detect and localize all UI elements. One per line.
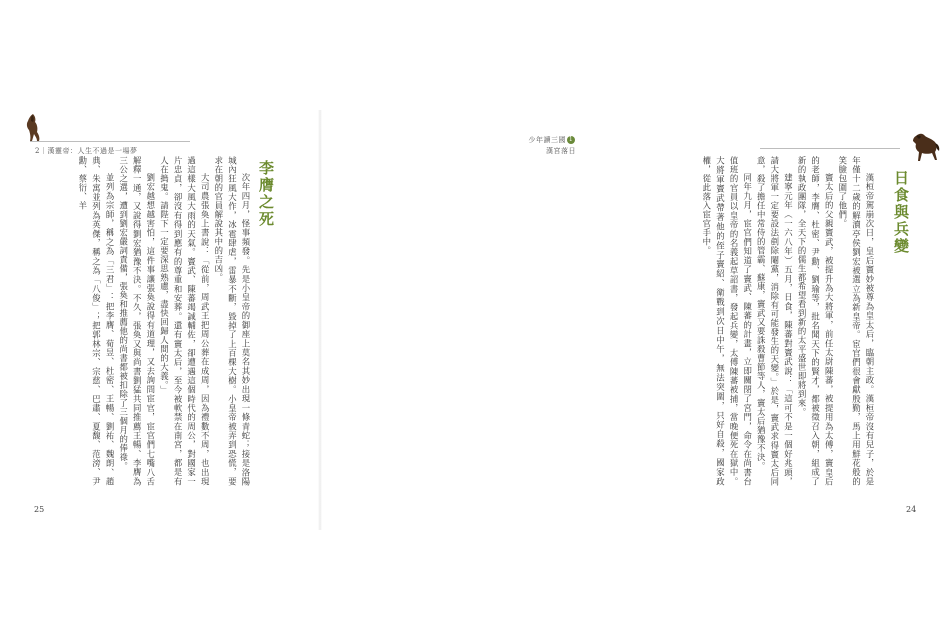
running-head — [529, 135, 577, 157]
series-title: 少年讀三國 1 — [528, 136, 574, 144]
paragraph: 竇太后的父親竇武，被提升為大將軍，前任太尉陳蕃，被提用為太傅，竇皇后的老師，李膺、杜密、尹勳、劉瑜等，批名聞天下的賢才，都被徵召入朝，組成了新的執政團隊，全天下的儒生都希望看到新的太平盛世即將到來。 — [797, 156, 835, 486]
volume-badge: 1 — [568, 136, 574, 143]
paragraph: 大司農張奐上書說：「從前，周武王把周公葬在成周，因為禮數不周，也出現過這樣大風大雨的天氣。竇武、陳蕃竭誠輔佐，卻遭遇這個時代的周公，對國家一片忠貞，卻沒有得到應有的尊重和安葬。還有竇太后，至今被軟禁在南宮，都是有人在搗鬼。請陛下一定要深思熟慮，盡快回歸人間的大義。」 — [159, 156, 211, 486]
section-title: 李膺之死 — [257, 160, 275, 228]
paragraph: 建寧元年（一六八年）五月，日食，陳蕃對竇武說：「這可不是一個好兆頭，請大將軍一定要設法剷除閹黨，消除有可能發生的天變。」於是，竇武求得竇太后同意，殺了擔任中常侍的管霸、蘇康，竇武又要誅殺曹節等人，竇太后猶豫不決。 — [756, 156, 794, 486]
body-text — [40, 156, 252, 486]
volume-title: 漢宮落日 — [546, 147, 576, 155]
body-text — [652, 156, 876, 486]
header-rule — [760, 148, 900, 149]
rearing-horse-icon — [910, 130, 942, 168]
right-page — [320, 0, 917, 640]
paragraph: 同年九月，宦官們知道了竇武、陳蕃的計畫，立即關閉了宮門，命令在尚書台值班的官員以皇帝的名義起草詔書，發起兵變，太傅陳蕃被捕，當晚便死在獄中。大將軍竇武帶著他的侄子竇紹、衛戰到次日中午，無法突圍，只好自殺，國家政權，從此落入宦官手中。 — [701, 156, 753, 486]
paragraph: 次年四月，怪事頻發。先是小皇帝的御座上莫名其妙出現一條青蛇；接是洛陽城內狂風大作，冰雹肆虐，雷暴不斷，毀掉了上百棵大樹。小皇帝被弄到恐慌，要求在朝的官員解說其中的吉凶。 — [213, 156, 251, 486]
paragraph: 漢桓帝駕崩次日，皇后竇妙被尊為皇太后，臨朝主政。漢桓帝沒有兒子，於是年僅十二歲的解瀆亭侯劉宏被選立為新皇帝。宦官們很會獻殷勤，馬上用鮮花般的笑臉包圍了他們。 — [837, 156, 875, 486]
paragraph: 劉宏越想越害怕，這件事讓張奐說得有道理，又去詢問宦官，宦官們七嘴八舌解釋一通，又說得劉宏猶豫不決。不久，張奐又與尚書劉猛共同推薦王暢、李膺為三公之選，遭到劉宏嚴詞責備，張奐和推薦他的尚書都被扣除了三個月的俸祿。 — [118, 156, 156, 486]
paragraph: 並列為宗師，稱之為「三君」：把李膺、荀昱、杜密、王暢、劉祐、魏朗、趙典、朱寓並列為英傑，稱之為「八俊」；把郭林宗、宗慈、巴肅、夏馥、范滂、尹勳、蔡衍、羊 — [77, 156, 116, 486]
page-number: 25 — [34, 505, 45, 514]
page-number: 24 — [906, 505, 917, 514]
section-title: 日食與兵變 — [892, 170, 910, 255]
left-page — [0, 0, 320, 640]
running-head: 2｜漢靈帝：人生不過是一場夢 — [35, 147, 138, 155]
header-rule — [30, 141, 190, 142]
